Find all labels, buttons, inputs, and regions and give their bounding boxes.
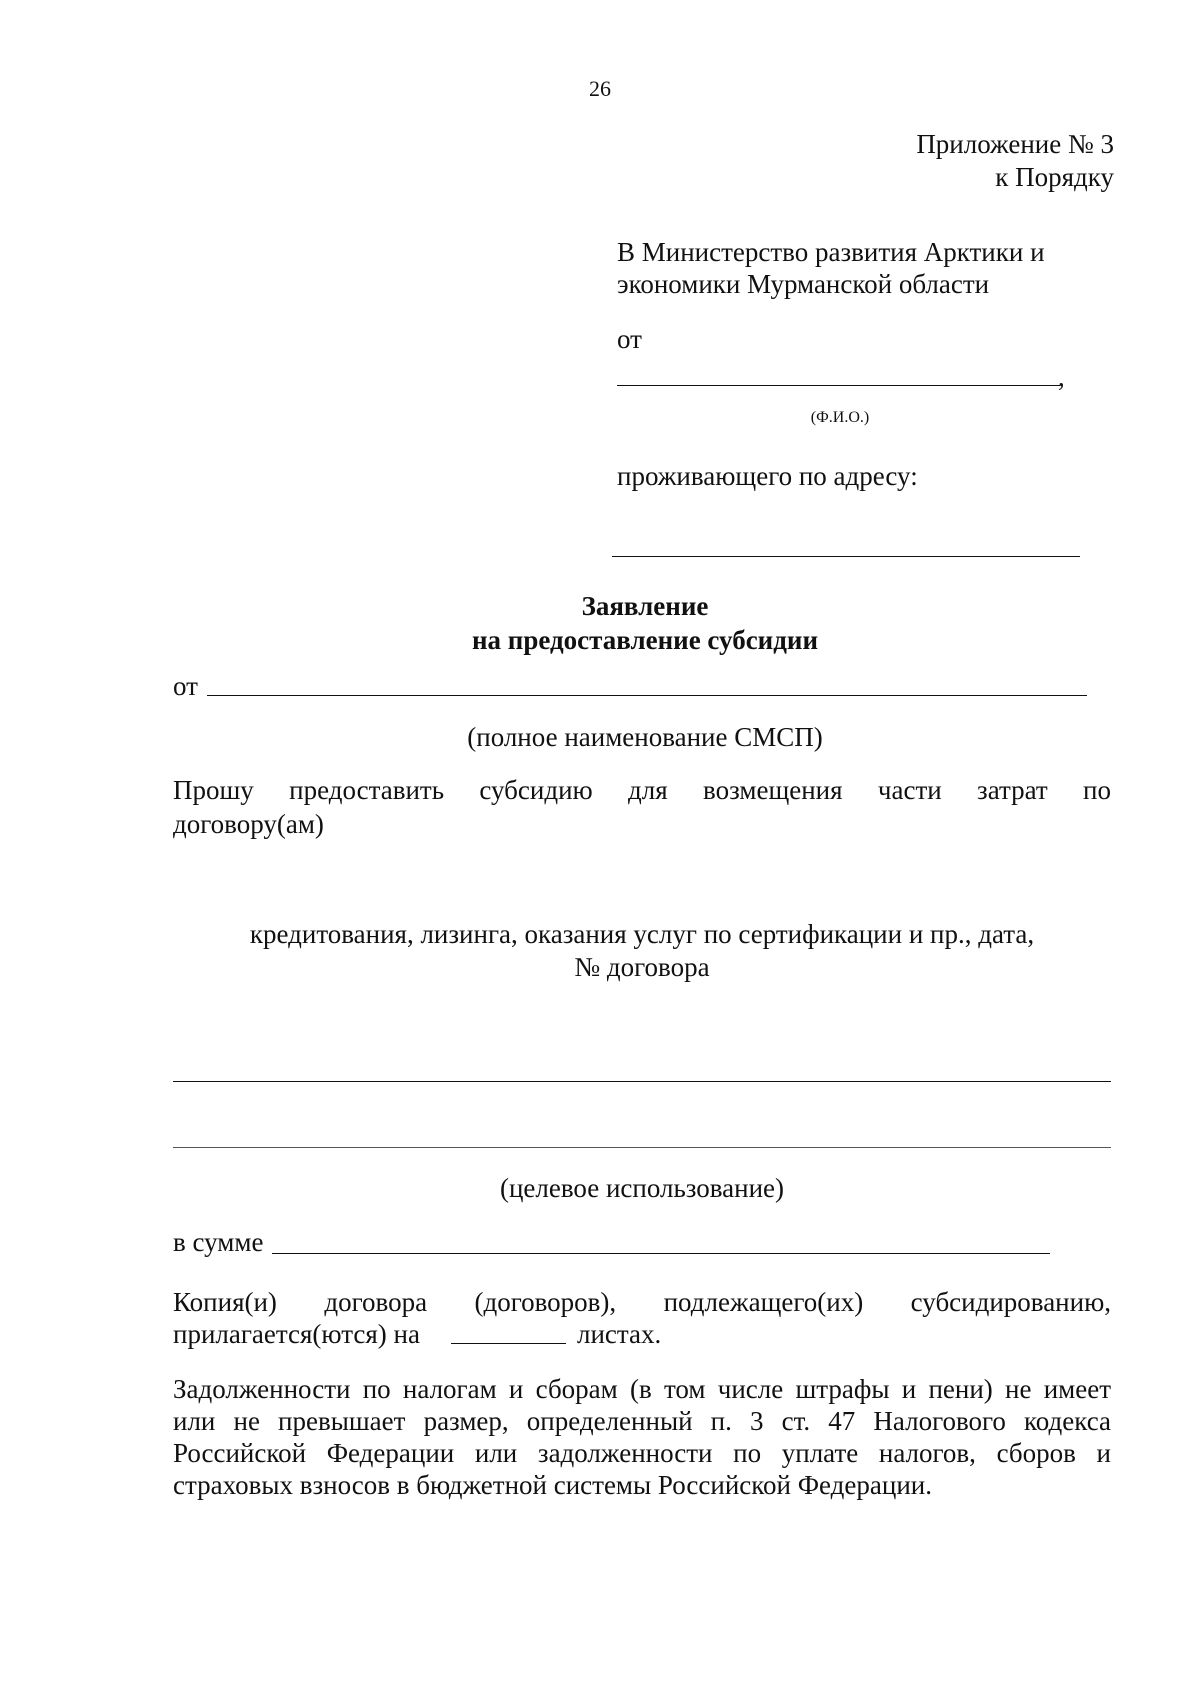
debt-paragraph xyxy=(173,1373,1111,1501)
document-title: Заявление xyxy=(581,591,709,621)
request-word: предоставить xyxy=(289,775,445,805)
amount-field-line[interactable] xyxy=(272,1253,1050,1254)
purpose-field-line-2[interactable] xyxy=(173,1147,1111,1148)
applicant-name-field-line[interactable] xyxy=(207,695,1087,696)
request-word: по xyxy=(1083,775,1111,805)
copies-word: подлежащего(их) xyxy=(663,1287,864,1317)
request-word: для xyxy=(628,775,668,805)
debt-line-2: или не превышает размер, определенный п. 3 ст. 47 Налогового кодекса xyxy=(173,1406,1111,1436)
address-label: проживающего по адресу: xyxy=(617,461,918,491)
copies-word: договора xyxy=(324,1287,428,1317)
request-word: субсидию xyxy=(479,775,593,805)
purpose-caption: (целевое использование) xyxy=(499,1173,785,1203)
request-word: части xyxy=(877,775,942,805)
applicant-from-label: от xyxy=(173,671,198,701)
appendix-line-2: к Порядку xyxy=(995,162,1114,192)
addressee-line-1: В Министерство развития Арктики и xyxy=(617,237,1045,267)
address-field-line[interactable] xyxy=(612,556,1080,557)
request-word: Прошу xyxy=(173,775,254,805)
purpose-field-line-1[interactable] xyxy=(173,1081,1111,1082)
sheets-count-field-line[interactable] xyxy=(451,1343,566,1344)
request-line-1 xyxy=(173,774,1111,807)
contract-caption-line-1: кредитования, лизинга, оказания услуг по сертификации и пр., дата, xyxy=(249,919,1035,949)
copies-word: Копия(и) xyxy=(173,1287,277,1317)
copies-word: субсидированию, xyxy=(910,1287,1111,1317)
document-subtitle: на предоставление субсидии xyxy=(471,625,819,655)
request-word: затрат xyxy=(977,775,1048,805)
copies-line-1 xyxy=(173,1286,1111,1319)
addressee-line-2: экономики Мурманской области xyxy=(617,269,990,299)
fio-caption: (Ф.И.О.) xyxy=(810,409,870,426)
amount-label: в сумме xyxy=(173,1227,264,1257)
fio-trailing-comma: , xyxy=(1058,362,1065,392)
copies-line-2-suffix: листах. xyxy=(577,1319,662,1349)
copies-word: (договоров), xyxy=(474,1287,617,1317)
debt-line-3: Российской Федерации или задолженности по уплате налогов, сборов и xyxy=(173,1438,1111,1468)
contract-caption-line-2: № договора xyxy=(574,952,710,982)
debt-line-1: Задолженности по налогам и сборам (в том числе штрафы и пени) не имеет xyxy=(173,1374,1111,1404)
debt-line-4: страховых взносов в бюджетной системы Российской Федерации. xyxy=(173,1470,932,1500)
applicant-caption: (полное наименование СМСП) xyxy=(467,722,823,752)
request-line-2: договору(ам) xyxy=(173,809,324,839)
page-number: 26 xyxy=(589,76,611,101)
fio-field-line[interactable] xyxy=(617,385,1060,386)
copies-line-2-prefix: прилагается(ются) на xyxy=(173,1319,420,1349)
addressee-from-label: от xyxy=(617,324,642,354)
appendix-line-1: Приложение № 3 xyxy=(916,129,1114,159)
request-word: возмещения xyxy=(703,775,843,805)
